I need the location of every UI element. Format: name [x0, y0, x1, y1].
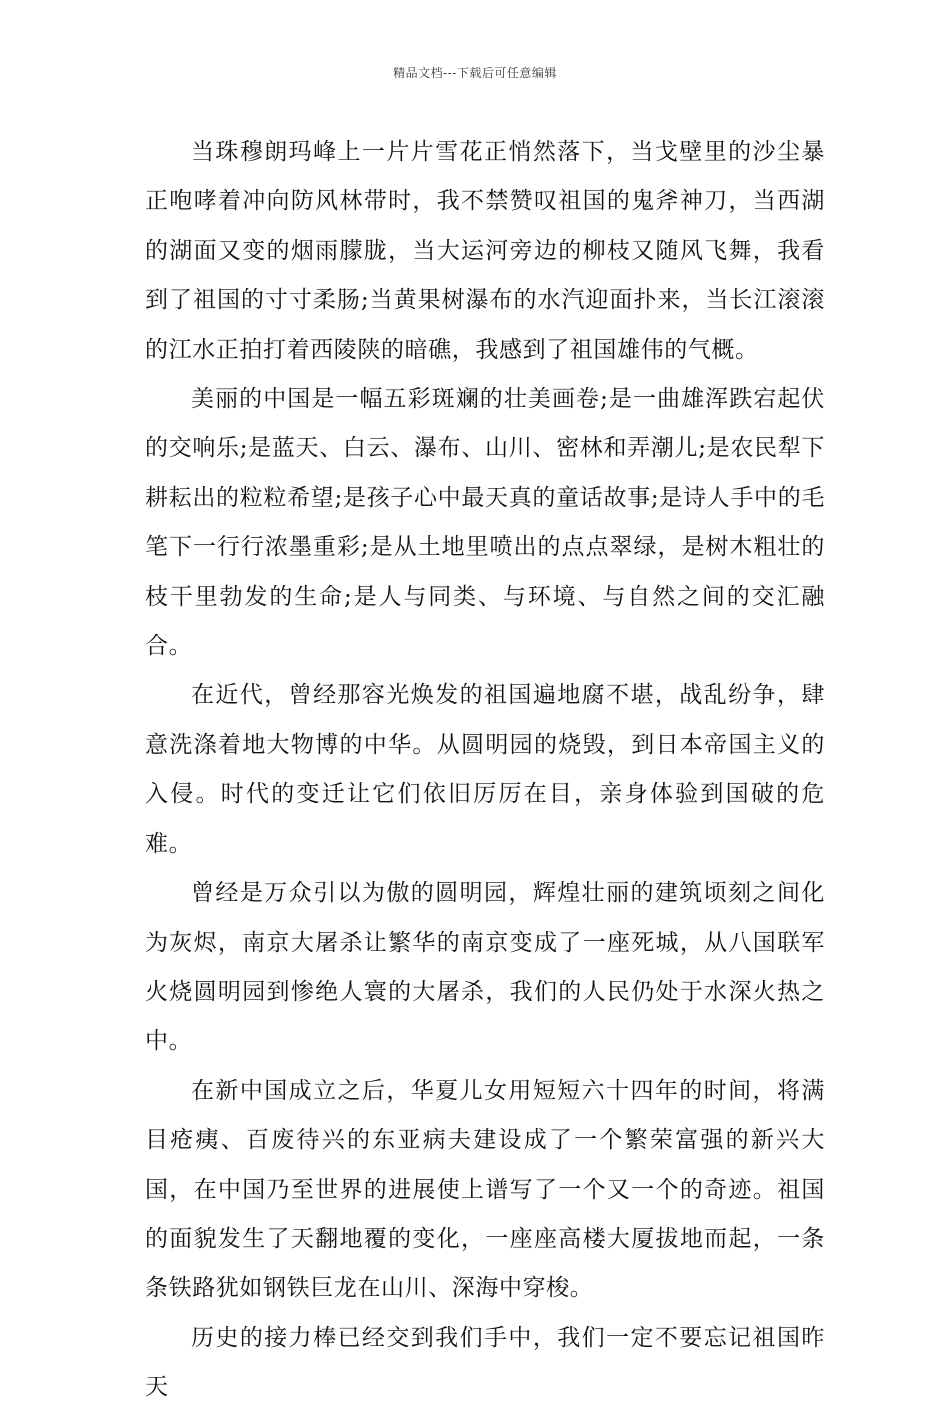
paragraph-6: 历史的接力棒已经交到我们手中，我们一定不要忘记祖国昨天 [145, 1324, 825, 1401]
page-header: 精品文档---下载后可任意编辑 [393, 66, 557, 80]
paragraph-4: 曾经是万众引以为傲的圆明园，辉煌壮丽的建筑顷刻之间化为灰烬，南京大屠杀让繁华的南京变成了一座死城，从八国联军火烧圆明园到惨绝人寰的大屠杀，我们的人民仍处于水深火热之中。 [145, 880, 825, 1055]
document-body [145, 128, 825, 1413]
paragraph-3: 在近代，曾经那容光焕发的祖国遍地腐不堪，战乱纷争，肆意洗涤着地大物博的中华。从圆明园的烧毁，到日本帝国主义的入侵。时代的变迁让它们依旧厉厉在目，亲身体验到国破的危难。 [145, 682, 825, 857]
paragraph-5: 在新中国成立之后，华夏儿女用短短六十四年的时间，将满目疮痍、百废待兴的东亚病夫建设成了一个繁荣富强的新兴大国，在中国乃至世界的进展使上谱写了一个又一个的奇迹。祖国的面貌发生了天翻地覆的变化，一座座高楼大厦拔地而起，一条条铁路犹如钢铁巨龙在山川、深海中穿梭。 [145, 1077, 825, 1302]
paragraph-2: 美丽的中国是一幅五彩斑斓的壮美画卷;是一曲雄浑跌宕起伏的交响乐;是蓝天、白云、瀑布、山川、密林和弄潮儿;是农民犁下耕耘出的粒粒希望;是孩子心中最天真的童话故事;是诗人手中的毛笔下一行行浓墨重彩;是从土地里喷出的点点翠绿，是树木粗壮的枝干里勃发的生命;是人与同类、与环境、与自然之间的交汇融合。 [145, 386, 825, 660]
paragraph-1: 当珠穆朗玛峰上一片片雪花正悄然落下，当戈壁里的沙尘暴正咆哮着冲向防风林带时，我不禁赞叹祖国的鬼斧神刀，当西湖的湖面又变的烟雨朦胧，当大运河旁边的柳枝又随风飞舞，我看到了祖国的寸寸柔肠;当黄果树瀑布的水汽迎面扑来，当长江滚滚的江水正拍打着西陵陕的暗礁，我感到了祖国雄伟的气概。 [145, 139, 825, 363]
